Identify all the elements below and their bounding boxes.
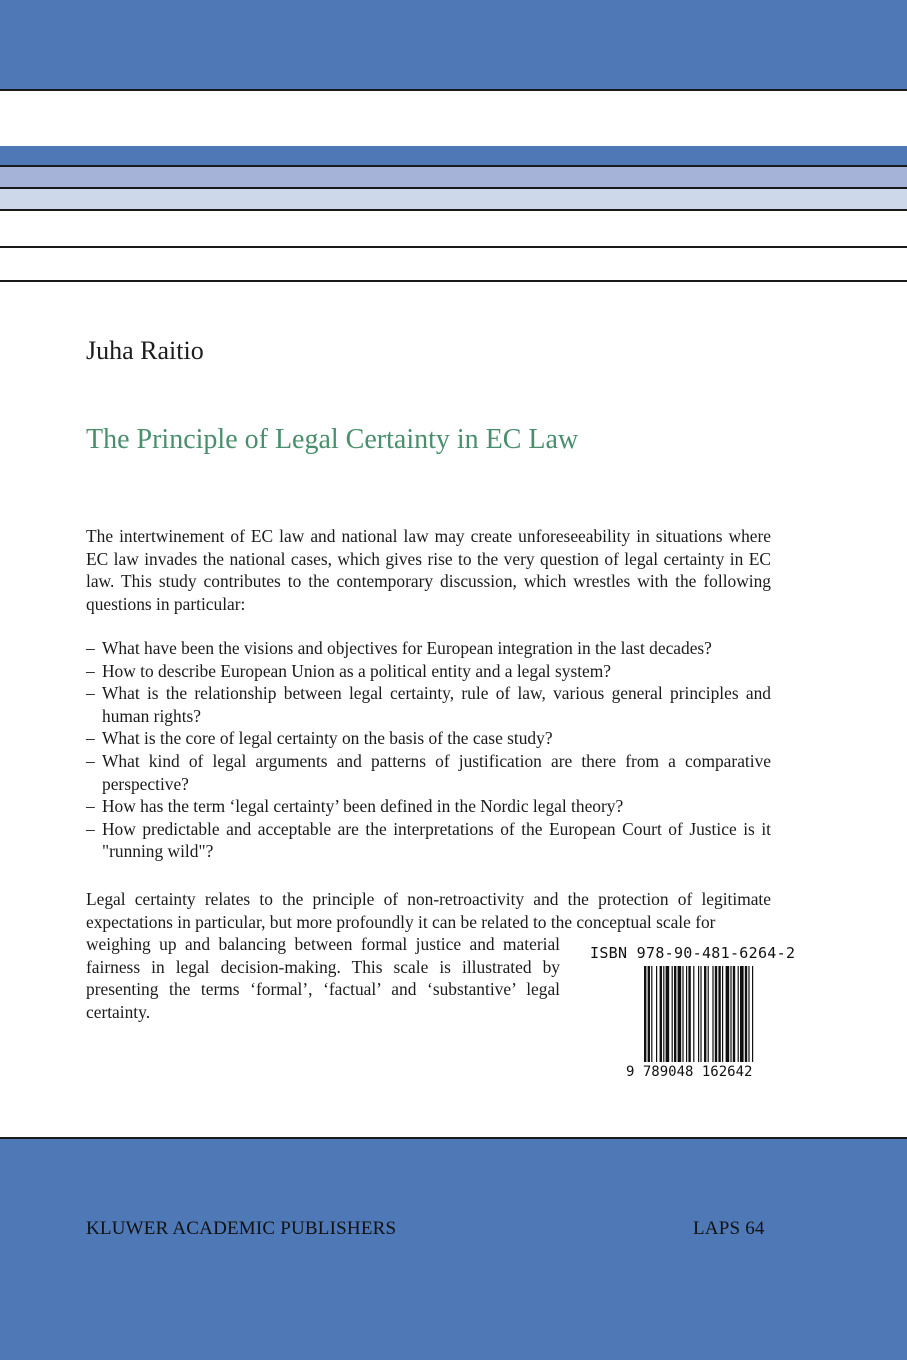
stripe-light: [0, 189, 907, 209]
barcode-bar: [733, 966, 735, 1062]
question-list: [86, 637, 771, 863]
barcode-bar: [644, 966, 646, 1070]
barcode-bar: [745, 966, 747, 1062]
isbn-digits: 9 789048 162642: [626, 1064, 753, 1079]
list-item-text: How to describe European Union as a political entity and a legal system?: [102, 660, 612, 681]
closing-paragraph-part1: Legal certainty relates to the principle of non-retroactivity and the protection of legitimate expectations in particular, but more profoundly it can be related to the conceptual scale for: [86, 889, 771, 932]
list-item-text: What have been the visions and objectives for European integration in the last decades?: [102, 638, 712, 658]
barcode-bar: [740, 966, 744, 1062]
barcode-bar: [678, 966, 682, 1062]
barcode-bar: [686, 966, 687, 1062]
barcode-bar: [666, 966, 670, 1062]
barcode-bar: [722, 966, 723, 1062]
barcode-bar: [651, 966, 652, 1062]
isbn-barcode: [590, 944, 822, 1079]
list-item-text: How has the term ‘legal certainty’ been defined in the Nordic legal theory?: [102, 796, 624, 817]
barcode-bar: [688, 966, 690, 1062]
author-name: Juha Raitio: [86, 336, 204, 365]
book-title: The Principle of Legal Certainty in EC Law: [86, 424, 579, 455]
list-item: – How has the term ‘legal certainty’ been defined in the Nordic legal theory?: [86, 796, 624, 817]
bottom-blue-band: [0, 1139, 907, 1360]
barcode-graphic: [626, 966, 786, 1079]
barcode-bar: [718, 966, 720, 1062]
closing-paragraph-part2: weighing up and balancing between formal justice and material fairness in legal decision-making. This scale is illustrated by presenting the terms ‘formal’, ‘factual’ and ‘substantive’ legal certainty.: [86, 934, 560, 1022]
barcode-bar: [752, 966, 753, 1070]
list-item: – What have been the visions and objectives for European integration in the last decades?: [86, 638, 712, 658]
list-item-text: What kind of legal arguments and patterns of justification are there from a comparative perspective?: [102, 750, 771, 794]
barcode-bar: [748, 966, 749, 1062]
barcode-bar: [660, 966, 662, 1062]
barcode-bar: [663, 966, 664, 1062]
publisher-name: KLUWER ACADEMIC PUBLISHERS: [86, 1218, 397, 1239]
barcode-bar: [726, 966, 730, 1062]
barcode-bar: [656, 966, 657, 1062]
top-rule: [0, 89, 907, 91]
stripe-rule-5: [0, 280, 907, 282]
bottom-rule: [0, 1137, 907, 1139]
list-item-text: How predictable and acceptable are the interpretations of the European Court of Justice is it "running wild"?: [102, 818, 771, 862]
barcode-bar: [704, 966, 706, 1062]
barcode-bar: [700, 966, 701, 1070]
list-item-text: What is the relationship between legal certainty, rule of law, various general principles and human rights?: [102, 683, 771, 726]
barcode-bar: [672, 966, 673, 1062]
list-item: – What is the core of legal certainty on the basis of the case study?: [86, 728, 553, 749]
series-label: LAPS 64: [693, 1218, 765, 1239]
isbn-label: ISBN 978-90-481-6264-2: [590, 944, 796, 962]
barcode-bar: [712, 966, 713, 1062]
barcode-bar: [738, 966, 739, 1062]
list-item: – What kind of legal arguments and patterns of justification are there from a comparative perspective?: [86, 750, 771, 794]
top-blue-band: [0, 0, 907, 89]
barcode-bar: [698, 966, 699, 1062]
stripe-rule-4: [0, 246, 907, 248]
barcode-bar: [693, 966, 694, 1062]
stripe-rule-3: [0, 209, 907, 211]
barcode-bar: [715, 966, 717, 1062]
barcode-bar: [648, 966, 650, 1070]
barcode-bar: [730, 966, 731, 1062]
list-item: – How predictable and acceptable are the interpretations of the European Court of Justice is it "running wild"?: [86, 818, 771, 862]
barcode-bar: [708, 966, 709, 1062]
list-item: – How to describe European Union as a political entity and a legal system?: [86, 660, 612, 681]
stripe-mid: [0, 167, 907, 187]
list-item-text: What is the core of legal certainty on the basis of the case study?: [102, 728, 553, 749]
stripe-blue: [0, 146, 907, 166]
list-item: – What is the relationship between legal certainty, rule of law, various general principles and human rights?: [86, 683, 771, 726]
intro-paragraph: The intertwinement of EC law and national law may create unforeseeability in situations where EC law invades the national cases, which gives rise to the very question of legal certainty in EC law. This study contributes to the contemporary discussion, which wrestles with the following questions in particular:: [86, 526, 771, 614]
barcode-bar: [682, 966, 683, 1062]
barcode-bar: [674, 966, 676, 1062]
